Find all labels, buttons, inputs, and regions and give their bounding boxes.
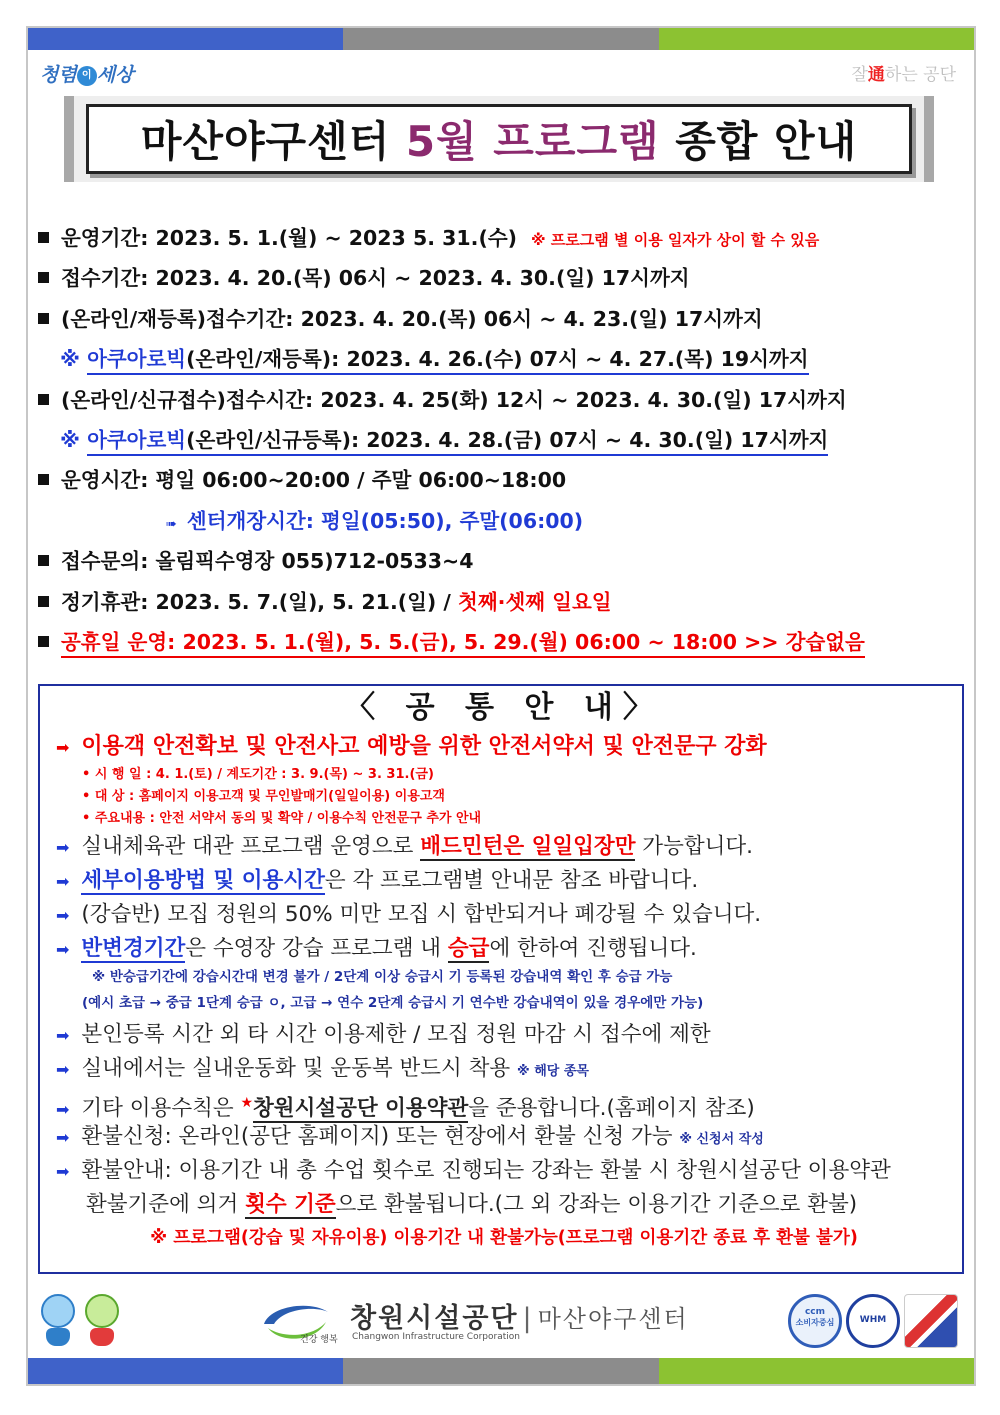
notice-item-refund-guide-cont: 환불기준에 의거 횟수 기준으로 환불됩니다.(그 외 강좌는 이용기간 기준으로 환불) [86, 1192, 858, 1217]
info-operation-period: 운영기간: 2023. 5. 1.(월) ~ 2023 5. 31.(수) ※ 프로그램 별 이용 일자가 상이 할 수 있음 [38, 218, 938, 258]
notice-item-class-change: ➡ 반변경기간은 수영장 강습 프로그램 내 승급에 한하여 진행됩니다. [56, 936, 697, 961]
mascot-green-icon [82, 1294, 122, 1346]
notice-safety-date: • 시 행 일 : 4. 1.(토) / 계도기간 : 3. 9.(목) ~ 3. 31.(금) [82, 767, 434, 782]
mascot-blue-icon [38, 1294, 78, 1346]
page-title: 마산야구센터 5월 프로그램 종합 안내 [140, 117, 858, 166]
notice-item-terms: ➡ 기타 이용수칙은 ★창원시설공단 이용약관을 준용합니다.(홈페이지 참조) [56, 1095, 755, 1121]
bullet-square-icon [38, 272, 49, 283]
info-center-open-hours: ➠ 센터개장시간: 평일(05:50), 주말(06:00) [166, 508, 584, 533]
ccm-badge-icon: ccm 소비자중심 [788, 1294, 842, 1348]
bullet-square-icon [38, 474, 49, 485]
info-aqua-new-registration: ※ 아쿠아로빅(온라인/신규등록): 2023. 4. 28.(금) 07시 ~ 4. 30.(일) 17시까지 [38, 420, 938, 460]
notice-item-refund-request: ➡ 환불신청: 온라인(공단 홈페이지) 또는 현장에서 환불 신청 가능 ※ 신청서 작성 [56, 1124, 764, 1149]
arrow-right-icon: ➡ [56, 940, 70, 959]
top-bar-green [659, 28, 974, 50]
bottom-bar-gray [343, 1358, 658, 1384]
info-list [38, 218, 938, 662]
certification-badge-icon: WHM [846, 1294, 900, 1348]
slogan-logo: 잘通하는 공단 [851, 65, 956, 85]
notice-class-change-note: ※ 반승급기간에 강습시간대 변경 불가 / 2단계 이상 승급시 기 등록된 강습내역 확인 후 승급 가능 [92, 969, 673, 985]
arrow-right-icon: ➡ [56, 838, 70, 857]
arrow-right-icon: ➡ [56, 1026, 70, 1045]
top-bar-blue [28, 28, 343, 50]
info-regular-closure: 정기휴관: 2023. 5. 7.(일), 5. 21.(일) / 첫째·셋째 일요일 [38, 582, 938, 622]
info-aqua-reregistration: ※ 아쿠아로빅(온라인/재등록): 2023. 4. 26.(수) 07시 ~ 4. 27.(목) 19시까지 [38, 339, 938, 379]
bullet-square-icon [38, 555, 49, 566]
notice-item-class-merge: ➡ (강습반) 모집 정원의 50% 미만 모집 시 합반되거나 폐강될 수 있습니다. [56, 902, 762, 927]
notice-item-safety: ➡ 이용객 안전확보 및 안전사고 예방을 위한 안전서약서 및 안전문구 강화 [56, 734, 767, 759]
title-banner [64, 96, 934, 182]
arrow-right-icon: ➡ [56, 1060, 70, 1079]
bottom-color-bar [28, 1358, 974, 1384]
arrow-right-icon: ➡ [56, 1100, 70, 1119]
notice-item-usage-details: ➡ 세부이용방법 및 이용시간은 각 프로그램별 안내문 참조 바랍니다. [56, 868, 699, 893]
star-icon: ★ [240, 1095, 254, 1111]
arrow-right-icon: ➡ [56, 1162, 70, 1181]
arrow-right-icon: ➡ [56, 872, 70, 891]
arrow-right-icon: ➡ [56, 738, 70, 757]
bullet-square-icon [38, 232, 49, 243]
info-registration-period: 접수기간: 2023. 4. 20.(목) 06시 ~ 2023. 4. 30.(일) 17시까지 [38, 258, 938, 298]
corp-english-name: Changwon Infrastructure Corporation [352, 1332, 520, 1342]
notice-class-change-example: (예시 초급 → 중급 1단계 승급 ㅇ, 고급 → 연수 2단계 승급시 기 연수반 강습내역이 있을 경우에만 가능) [82, 995, 704, 1011]
notice-title: 〈 공 통 안 내〉 [345, 690, 663, 725]
info-operation-hours: 운영시간: 평일 06:00~20:00 / 주말 06:00~18:00 [38, 460, 938, 500]
arrow-right-icon: ➡ [56, 906, 70, 925]
bullet-square-icon [38, 313, 49, 324]
notice-item-refund-guide: ➡ 환불안내: 이용기간 내 총 수업 횟수로 진행되는 강좌는 환불 시 창원시설공단 이용약관 [56, 1158, 891, 1183]
arrow-right-icon: ➠ [166, 516, 177, 532]
notice-refund-final: ※ 프로그램(강습 및 자유이용) 이용기간 내 환불가능(프로그램 이용기간 종료 후 환불 불가) [150, 1228, 858, 1248]
award-badge-icon [904, 1294, 958, 1348]
info-online-new-registration: (온라인/신규접수)접수시간: 2023. 4. 25(화) 12시 ~ 2023. 4. 30.(일) 17시까지 [38, 380, 938, 420]
info-holiday-operation: 공휴일 운영: 2023. 5. 1.(월), 5. 5.(금), 5. 29.(월) 06:00 ~ 18:00 >> 강습없음 [38, 622, 938, 662]
bullet-square-icon [38, 636, 49, 647]
bottom-bar-blue [28, 1358, 343, 1384]
notice-item-indoor-shoes: ➡ 실내에서는 실내운동화 및 운동복 반드시 착용 ※ 해당 종목 [56, 1056, 589, 1081]
bullet-square-icon [38, 596, 49, 607]
notice-item-badminton: ➡ 실내체육관 대관 프로그램 운영으로 배드민턴은 일일입장만 가능합니다. [56, 834, 753, 859]
common-notice-box [38, 684, 964, 1274]
top-bar-gray [343, 28, 658, 50]
info-online-reregistration: (온라인/재등록)접수기간: 2023. 4. 20.(목) 06시 ~ 4. 23.(일) 17시까지 [38, 299, 938, 339]
integrity-logo-icon: 이 [77, 66, 97, 86]
footer [28, 1288, 974, 1354]
notice-safety-content: • 주요내용 : 안전 서약서 동의 및 확약 / 이용수칙 안전문구 추가 안내 [82, 811, 482, 826]
bullet-square-icon [38, 394, 49, 405]
integrity-logo: 청렴 이 세상 [40, 64, 134, 86]
bottom-bar-green [659, 1358, 974, 1384]
corp-logo [260, 1294, 690, 1352]
notice-item-time-limit: ➡ 본인등록 시간 외 타 시간 이용제한 / 모집 정원 마감 시 접수에 제한 [56, 1022, 711, 1047]
arrow-right-icon: ➡ [56, 1128, 70, 1147]
top-color-bar [28, 28, 974, 50]
title-frame [86, 104, 912, 174]
corp-slogan: 건강 행복 [300, 1335, 338, 1345]
corp-name: 창원시설공단 | 마산야구센터 [350, 1303, 689, 1334]
notice-safety-target: • 대 상 : 홈페이지 이용고객 및 무인발매기(일일이용) 이용고객 [82, 789, 445, 804]
info-inquiry: 접수문의: 올림픽수영장 055)712-0533~4 [38, 541, 938, 581]
